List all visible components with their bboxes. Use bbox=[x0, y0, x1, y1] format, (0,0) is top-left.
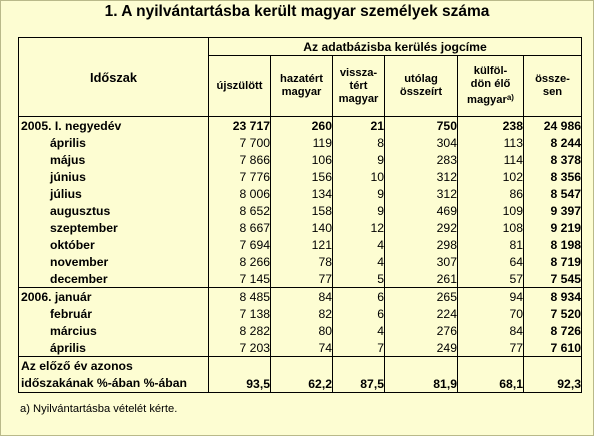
row-value: 114 bbox=[458, 151, 524, 168]
row-value: 86 bbox=[458, 185, 524, 202]
row-value: 77 bbox=[271, 270, 333, 288]
row-label: február bbox=[19, 305, 209, 322]
summary-value: 92,3 bbox=[524, 357, 582, 393]
column-header-6 bbox=[524, 56, 582, 117]
row-value: 7 203 bbox=[209, 339, 271, 357]
row-value: 6 bbox=[333, 288, 385, 306]
row-value: 64 bbox=[458, 253, 524, 270]
row-value: 8 485 bbox=[209, 288, 271, 306]
row-label: augusztus bbox=[19, 202, 209, 219]
column-header-line: utólag bbox=[404, 73, 438, 85]
row-value: 82 bbox=[271, 305, 333, 322]
row-value: 8 726 bbox=[524, 322, 582, 339]
row-value: 7 520 bbox=[524, 305, 582, 322]
row-value: 7 138 bbox=[209, 305, 271, 322]
row-value: 7 bbox=[333, 339, 385, 357]
row-value: 8 547 bbox=[524, 185, 582, 202]
row-value: 78 bbox=[271, 253, 333, 270]
table-title: 1. A nyilvántartásba került magyar személyek száma bbox=[104, 3, 490, 20]
group-header: Az adatbázisba kerülés jogcíme bbox=[209, 38, 582, 56]
column-header-1 bbox=[209, 56, 271, 117]
column-header-line: magyar bbox=[338, 92, 379, 105]
table-row bbox=[19, 288, 582, 306]
row-value: 74 bbox=[271, 339, 333, 357]
period-header-cell bbox=[19, 38, 209, 117]
row-label: november bbox=[19, 253, 209, 270]
row-value: 134 bbox=[271, 185, 333, 202]
row-value: 77 bbox=[458, 339, 524, 357]
row-label: április bbox=[19, 339, 209, 357]
row-value: 81 bbox=[458, 236, 524, 253]
row-value: 80 bbox=[271, 322, 333, 339]
row-value: 276 bbox=[385, 322, 458, 339]
row-value: 8 934 bbox=[524, 288, 582, 306]
footnote-mark: a) bbox=[506, 93, 514, 102]
table-row bbox=[19, 270, 582, 288]
table-row bbox=[19, 305, 582, 322]
table-row bbox=[19, 134, 582, 151]
summary-label-line2: időszakának %-ában %-ában bbox=[21, 375, 187, 390]
row-value: 307 bbox=[385, 253, 458, 270]
column-header-line: külföl- bbox=[473, 65, 508, 77]
row-value: 12 bbox=[333, 219, 385, 236]
row-value: 8 006 bbox=[209, 185, 271, 202]
row-value: 298 bbox=[385, 236, 458, 253]
row-value: 113 bbox=[458, 134, 524, 151]
row-value: 6 bbox=[333, 305, 385, 322]
table-row bbox=[19, 236, 582, 253]
table-row bbox=[19, 202, 582, 219]
table-row bbox=[19, 117, 582, 135]
footnote: a) Nyilvántartásba vételét kérte. bbox=[20, 403, 178, 415]
summary-label bbox=[19, 357, 209, 393]
row-label: április bbox=[19, 134, 209, 151]
summary-value: 62,2 bbox=[271, 357, 333, 393]
summary-row bbox=[19, 357, 582, 393]
row-value: 140 bbox=[271, 219, 333, 236]
row-value: 750 bbox=[385, 117, 458, 135]
column-header-line: sen bbox=[542, 86, 563, 98]
row-label: május bbox=[19, 151, 209, 168]
row-label: július bbox=[19, 185, 209, 202]
table-row bbox=[19, 253, 582, 270]
table-row bbox=[19, 151, 582, 168]
row-value: 312 bbox=[385, 168, 458, 185]
table-row bbox=[19, 168, 582, 185]
row-value: 4 bbox=[333, 236, 385, 253]
column-header-3 bbox=[333, 56, 385, 117]
row-label: március bbox=[19, 322, 209, 339]
table-row bbox=[19, 219, 582, 236]
row-value: 119 bbox=[271, 134, 333, 151]
row-value: 21 bbox=[333, 117, 385, 135]
column-header-line: újszülött bbox=[216, 79, 263, 92]
row-value: 8 244 bbox=[524, 134, 582, 151]
table-row bbox=[19, 339, 582, 357]
column-header-5 bbox=[458, 56, 524, 117]
row-label: 2006. január bbox=[19, 288, 209, 306]
row-value: 283 bbox=[385, 151, 458, 168]
row-label: december bbox=[19, 270, 209, 288]
row-value: 8 282 bbox=[209, 322, 271, 339]
row-label: szeptember bbox=[19, 219, 209, 236]
row-label: 2005. I. negyedév bbox=[19, 117, 209, 135]
column-header-line: magyar bbox=[467, 94, 507, 106]
row-value: 8 198 bbox=[524, 236, 582, 253]
summary-value: 81,9 bbox=[385, 357, 458, 393]
row-value: 265 bbox=[385, 288, 458, 306]
row-value: 121 bbox=[271, 236, 333, 253]
row-value: 8 266 bbox=[209, 253, 271, 270]
row-value: 9 bbox=[333, 202, 385, 219]
row-label: június bbox=[19, 168, 209, 185]
column-header-line: össze- bbox=[535, 73, 570, 85]
column-header-4 bbox=[385, 56, 458, 117]
row-value: 70 bbox=[458, 305, 524, 322]
row-value: 9 bbox=[333, 185, 385, 202]
row-value: 8 378 bbox=[524, 151, 582, 168]
row-value: 84 bbox=[271, 288, 333, 306]
row-value: 109 bbox=[458, 202, 524, 219]
row-value: 24 986 bbox=[524, 117, 582, 135]
row-value: 469 bbox=[385, 202, 458, 219]
column-header-line: vissza- bbox=[339, 66, 378, 79]
row-value: 7 700 bbox=[209, 134, 271, 151]
row-value: 261 bbox=[385, 270, 458, 288]
row-value: 23 717 bbox=[209, 117, 271, 135]
row-value: 102 bbox=[458, 168, 524, 185]
row-value: 156 bbox=[271, 168, 333, 185]
row-value: 8 bbox=[333, 134, 385, 151]
row-value: 7 610 bbox=[524, 339, 582, 357]
row-value: 238 bbox=[458, 117, 524, 135]
row-value: 4 bbox=[333, 322, 385, 339]
row-value: 9 219 bbox=[524, 219, 582, 236]
row-value: 9 397 bbox=[524, 202, 582, 219]
row-value: 304 bbox=[385, 134, 458, 151]
row-value: 7 776 bbox=[209, 168, 271, 185]
row-value: 4 bbox=[333, 253, 385, 270]
row-value: 5 bbox=[333, 270, 385, 288]
row-value: 7 694 bbox=[209, 236, 271, 253]
table-row bbox=[19, 322, 582, 339]
row-value: 260 bbox=[271, 117, 333, 135]
summary-label-line1: Az előző év azonos bbox=[21, 358, 133, 373]
column-header-line: magyar bbox=[281, 86, 322, 98]
column-header-line: hazatért bbox=[280, 73, 323, 85]
row-label: október bbox=[19, 236, 209, 253]
row-value: 7 145 bbox=[209, 270, 271, 288]
statistics-table bbox=[18, 37, 582, 393]
row-value: 10 bbox=[333, 168, 385, 185]
row-value: 7 545 bbox=[524, 270, 582, 288]
row-value: 8 356 bbox=[524, 168, 582, 185]
row-value: 7 866 bbox=[209, 151, 271, 168]
row-value: 249 bbox=[385, 339, 458, 357]
row-value: 94 bbox=[458, 288, 524, 306]
column-header-2 bbox=[271, 56, 333, 117]
row-value: 57 bbox=[458, 270, 524, 288]
row-value: 8 719 bbox=[524, 253, 582, 270]
row-value: 108 bbox=[458, 219, 524, 236]
row-value: 292 bbox=[385, 219, 458, 236]
column-header-line: tért bbox=[349, 79, 368, 92]
row-value: 224 bbox=[385, 305, 458, 322]
row-value: 84 bbox=[458, 322, 524, 339]
summary-value: 87,5 bbox=[333, 357, 385, 393]
row-value: 9 bbox=[333, 151, 385, 168]
row-value: 158 bbox=[271, 202, 333, 219]
row-value: 312 bbox=[385, 185, 458, 202]
summary-value: 93,5 bbox=[209, 357, 271, 393]
row-value: 106 bbox=[271, 151, 333, 168]
column-header-line: összeírt bbox=[399, 86, 443, 98]
period-header: Időszak bbox=[90, 69, 137, 85]
column-header-line: dön élő bbox=[470, 78, 511, 90]
table-row bbox=[19, 185, 582, 202]
table-body bbox=[19, 117, 582, 393]
row-value: 8 667 bbox=[209, 219, 271, 236]
row-value: 8 652 bbox=[209, 202, 271, 219]
summary-value: 68,1 bbox=[458, 357, 524, 393]
